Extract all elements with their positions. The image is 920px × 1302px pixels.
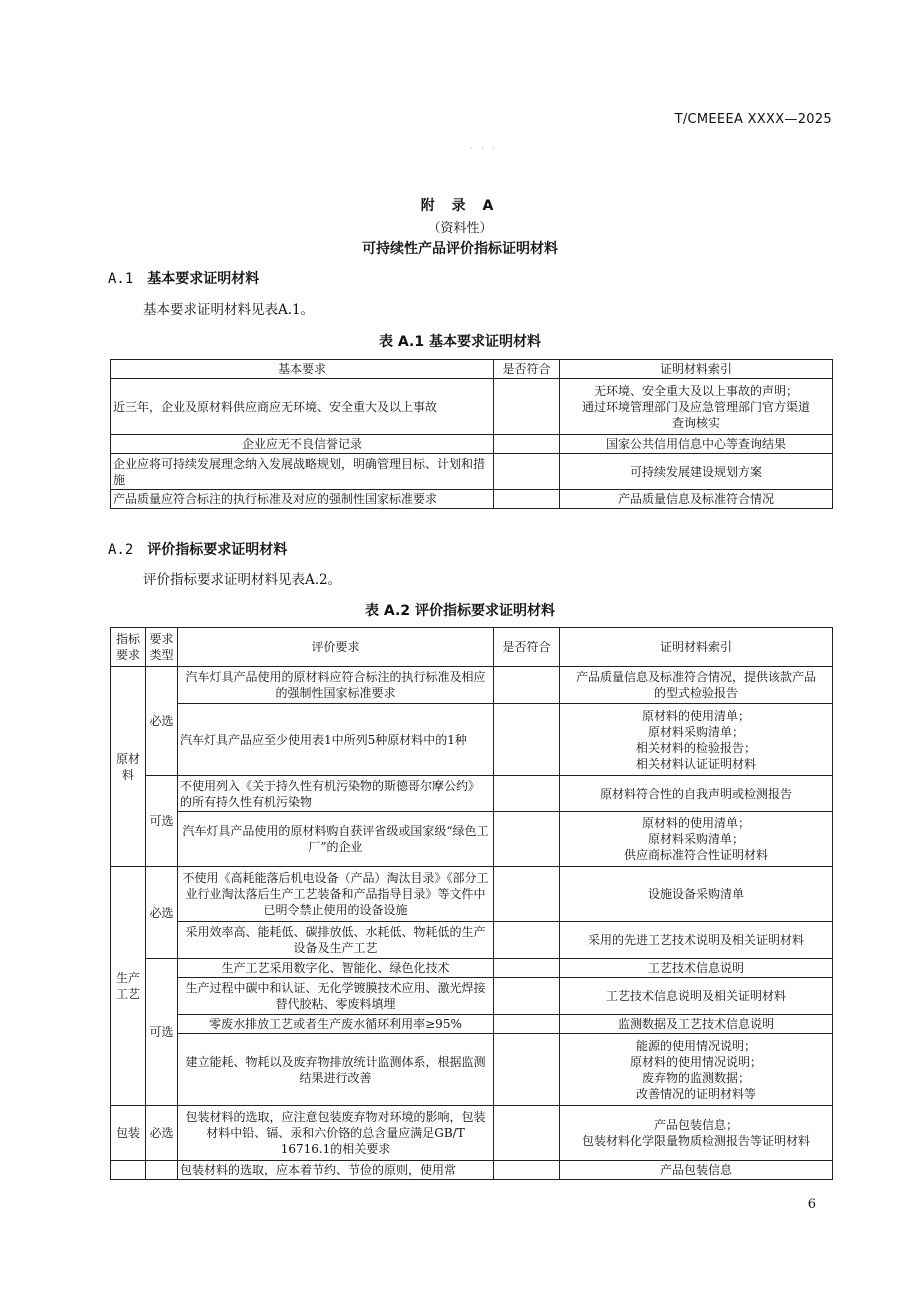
- evidence-line: 查询核实: [671, 415, 720, 430]
- requirement-cell: 汽车灯具产品使用的原材料应符合标注的执行标准及相应的强制性国家标准要求: [178, 667, 494, 704]
- category-packaging: 包装: [111, 1106, 146, 1161]
- evidence-cell: [560, 704, 833, 776]
- table-row: [111, 922, 833, 959]
- table-a2-header-indicator: 指标要求: [111, 628, 146, 667]
- evidence-cell: [560, 812, 833, 867]
- decorative-dots: · · ·: [470, 144, 498, 153]
- requirement-cell: 汽车灯具产品使用的原材料购自获评省级或国家级“绿色工厂”的企业: [178, 812, 494, 867]
- req-type-optional: 可选: [146, 959, 178, 1106]
- table-row: [111, 435, 833, 454]
- evidence-cell: 工艺技术信息说明及相关证明材料: [560, 978, 833, 1015]
- evidence-line: 产品包装信息；: [653, 1118, 738, 1132]
- standard-code: T/CMEEEA XXXX—2025: [674, 112, 832, 127]
- category-production-process: 生产工艺: [111, 867, 146, 1106]
- requirement-cell: 产品质量应符合标注的执行标准及对应的强制性国家标准要求: [111, 490, 494, 509]
- section-a1-heading: [108, 268, 259, 288]
- table-row: [111, 812, 833, 867]
- evidence-line: 原材料的使用清单；: [641, 816, 750, 830]
- compliance-cell: [494, 959, 560, 978]
- compliance-cell: [494, 1034, 560, 1106]
- table-row: [111, 867, 833, 922]
- requirement-cell: 企业应无不良信誉记录: [111, 435, 494, 454]
- compliance-cell: [494, 704, 560, 776]
- evidence-line: 包装材料化学限量物质检测报告等证明材料: [581, 1134, 810, 1148]
- evidence-line: 无环境、安全重大及以上事故的声明；: [593, 383, 798, 398]
- req-type-required: 必选: [146, 1106, 178, 1161]
- requirement-cell: 汽车灯具产品应至少使用表1中所列5种原材料中的1种: [178, 704, 494, 776]
- compliance-cell: [494, 812, 560, 867]
- table-row: [111, 490, 833, 509]
- compliance-cell: [494, 490, 560, 509]
- compliance-cell: [494, 379, 560, 435]
- table-a2: [110, 627, 833, 1180]
- section-a2-heading: [108, 539, 287, 559]
- evidence-line: 原材料采购清单；: [647, 724, 744, 739]
- table-row: [111, 959, 833, 978]
- requirement-cell: 零废水排放工艺或者生产废水循环利用率≥95%: [178, 1015, 494, 1034]
- table-a2-header-compliance: 是否符合: [494, 628, 560, 667]
- requirement-cell: 包装材料的选取，应本着节约、节俭的原则，使用常: [178, 1161, 494, 1180]
- section-a2-title: 评价指标要求证明材料: [147, 542, 288, 558]
- compliance-cell: [494, 1161, 560, 1180]
- category-raw-materials: 原材料: [111, 667, 146, 867]
- evidence-cell: 产品包装信息: [560, 1161, 833, 1180]
- table-a1: [110, 359, 833, 509]
- evidence-line: 改善情况的证明材料等: [635, 1086, 756, 1101]
- table-a1-header-requirement: 基本要求: [111, 360, 494, 379]
- table-a2-header-type: 要求类型: [146, 628, 178, 667]
- evidence-line: 原材料采购清单；: [647, 832, 744, 846]
- requirement-cell: 不使用列入《关于持久性有机污染物的斯德哥尔摩公约》的所有持久性有机污染物: [178, 776, 494, 812]
- requirement-cell: 包装材料的选取，应注意包装废弃物对环境的影响，包装材料中铅、镉、汞和六价铬的总含量应满足GB/T 16716.1的相关要求: [178, 1106, 494, 1161]
- compliance-cell: [494, 922, 560, 959]
- appendix-type: （资料性）: [427, 221, 493, 236]
- section-a1-intro: 基本要求证明材料见表A.1。: [143, 302, 315, 318]
- evidence-line: 供应商标准符合性证明材料: [623, 848, 768, 862]
- table-row: [111, 1106, 833, 1161]
- evidence-line: 的型式检验报告: [653, 686, 738, 700]
- table-row: [111, 379, 833, 435]
- section-a1-title: 基本要求证明材料: [147, 271, 260, 287]
- evidence-cell: 产品质量信息及标准符合情况: [560, 490, 833, 509]
- table-row: [111, 978, 833, 1015]
- evidence-cell: [560, 667, 833, 704]
- req-type-optional: 可选: [146, 776, 178, 867]
- appendix-title: 附 录 A: [420, 198, 500, 214]
- table-a2-caption: 表 A.2 评价指标要求证明材料: [365, 603, 555, 619]
- evidence-cell: [560, 1106, 833, 1161]
- section-a1-number: A.1: [108, 271, 134, 287]
- compliance-cell: [494, 435, 560, 454]
- requirement-cell: 采用效率高、能耗低、碳排放低、水耗低、物耗低的生产设备及生产工艺: [178, 922, 494, 959]
- table-a2-header-evidence: 证明材料索引: [560, 628, 833, 667]
- category-cell-continued: [111, 1161, 146, 1180]
- evidence-line: 能源的使用情况说明；: [635, 1038, 756, 1053]
- evidence-cell: 国家公共信用信息中心等查询结果: [560, 435, 833, 454]
- compliance-cell: [494, 1015, 560, 1034]
- evidence-line: 废弃物的监测数据；: [641, 1070, 750, 1085]
- table-a1-caption: 表 A.1 基本要求证明材料: [379, 334, 541, 350]
- evidence-cell: 原材料符合性的自我声明或检测报告: [560, 776, 833, 812]
- req-type-required: 必选: [146, 667, 178, 776]
- evidence-line: 通过环境管理部门及应急管理部门官方渠道: [581, 399, 810, 414]
- table-row: [111, 667, 833, 704]
- table-a1-header-compliance: 是否符合: [494, 360, 560, 379]
- table-row: [111, 1034, 833, 1106]
- compliance-cell: [494, 776, 560, 812]
- table-a1-header-evidence: 证明材料索引: [560, 360, 833, 379]
- compliance-cell: [494, 454, 560, 490]
- requirement-cell: 不使用《高耗能落后机电设备（产品）淘汰目录》《部分工业行业淘汰落后生产工艺装备和产品指导目录》等文件中已明令禁止使用的设备设施: [178, 867, 494, 922]
- table-row: [111, 776, 833, 812]
- requirement-cell: 生产工艺采用数字化、智能化、绿色化技术: [178, 959, 494, 978]
- table-row: [111, 1015, 833, 1034]
- compliance-cell: [494, 667, 560, 704]
- evidence-cell: 可持续发展建设规划方案: [560, 454, 833, 490]
- req-type-cell-continued: [146, 1161, 178, 1180]
- evidence-line: 相关材料的检验报告；: [635, 740, 756, 755]
- compliance-cell: [494, 1106, 560, 1161]
- section-a2-intro: 评价指标要求证明材料见表A.2。: [143, 572, 342, 588]
- req-type-required: 必选: [146, 867, 178, 959]
- compliance-cell: [494, 978, 560, 1015]
- requirement-cell: 生产过程中碳中和认证、无化学镀膜技术应用、激光焊接替代胶粘、零废料填埋: [178, 978, 494, 1015]
- requirement-cell: 近三年，企业及原材料供应商应无环境、安全重大及以上事故: [111, 379, 494, 435]
- evidence-line: 原材料的使用清单；: [641, 708, 750, 723]
- requirement-cell: 建立能耗、物耗以及废弃物排放统计监测体系，根据监测结果进行改善: [178, 1034, 494, 1106]
- appendix-name: 可持续性产品评价指标证明材料: [362, 241, 558, 257]
- evidence-line: 产品质量信息及标准符合情况，提供该款产品: [575, 670, 816, 684]
- table-row: [111, 454, 833, 490]
- evidence-cell: 工艺技术信息说明: [560, 959, 833, 978]
- table-a2-header-requirement: 评价要求: [178, 628, 494, 667]
- evidence-cell: 设施设备采购清单: [560, 867, 833, 922]
- page-number: 6: [807, 1197, 816, 1212]
- evidence-cell: [560, 1034, 833, 1106]
- compliance-cell: [494, 867, 560, 922]
- table-row: [111, 1161, 833, 1180]
- table-row: [111, 704, 833, 776]
- evidence-line: 相关材料认证证明材料: [635, 756, 756, 771]
- section-a2-number: A.2: [108, 542, 134, 558]
- evidence-cell: [560, 379, 833, 435]
- requirement-cell: 企业应将可持续发展理念纳入发展战略规划，明确管理目标、计划和措施: [111, 454, 494, 490]
- evidence-cell: 采用的先进工艺技术说明及相关证明材料: [560, 922, 833, 959]
- evidence-cell: 监测数据及工艺技术信息说明: [560, 1015, 833, 1034]
- evidence-line: 原材料的使用情况说明；: [629, 1054, 762, 1069]
